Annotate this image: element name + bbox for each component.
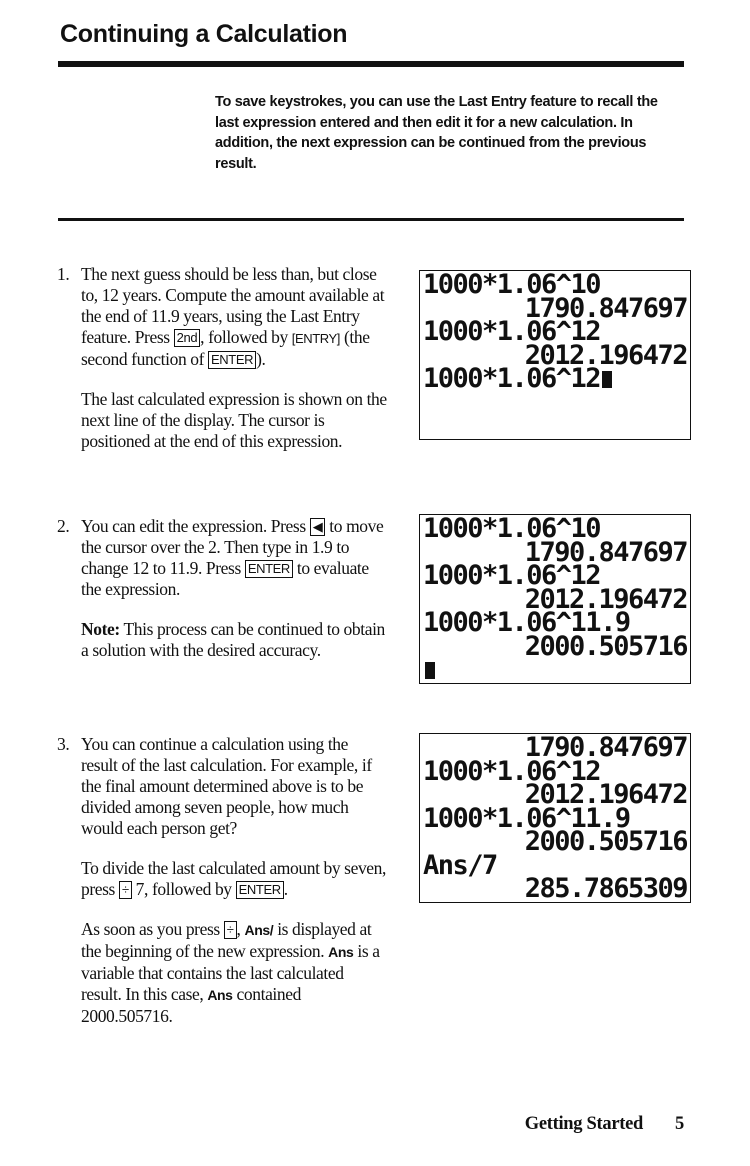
step-2-note: Note: This process can be continued to obtain a solution with the desired accuracy. <box>81 619 385 660</box>
step-3-paragraph-1: You can continue a calculation using the result of the last calculation. For example, if the final amount determined above is to be divided among seven people, how much would each person get? <box>81 734 372 838</box>
calculator-screen-1 <box>419 270 691 440</box>
step-number: 2. <box>57 516 70 536</box>
screen-line-text: 1790.847697 <box>524 733 687 763</box>
cursor-icon <box>425 662 435 679</box>
enter-key: ENTER <box>236 881 284 899</box>
screen-line-text: 2012.196472 <box>524 779 687 810</box>
enter-key: ENTER <box>208 351 256 369</box>
page-footer <box>460 1114 684 1135</box>
step-2-paragraph-1: You can edit the expression. Press ◀ to move the cursor over the 2. Then type in 1.9 to change 12 to 11.9. Press ENTER to evaluate the expression. <box>81 516 384 599</box>
calculator-screen-2 <box>419 514 691 684</box>
screen-line-text: 1790.847697 <box>524 292 687 324</box>
step-1-paragraph-2: The last calculated expression is shown on the next line of the display. The cursor is positioned at the end of this expression. <box>81 389 387 451</box>
screen-line-text: 285.7865309 <box>524 873 687 903</box>
cursor-icon <box>602 371 612 388</box>
screen-line-text: 1000*1.06^11.9 <box>423 802 630 834</box>
screen-line-text: 1000*1.06^10 <box>423 514 601 544</box>
calculator-screen-3 <box>419 733 691 903</box>
step-3 <box>57 734 387 1046</box>
step-3-paragraph-3: As soon as you press ÷ , Ans/ is displayed at the beginning of the new expression. Ans is a variable that contains the last calculated result. In this case, Ans contained 2000.505716. <box>81 919 380 1026</box>
screen-line-text: 1000*1.06^11.9 <box>423 607 630 638</box>
screen-line-text: 1000*1.06^12 <box>423 755 601 787</box>
screen-line-text: 1000*1.06^12 <box>423 560 601 591</box>
step-number: 3. <box>57 734 70 754</box>
step-3-paragraph-2: To divide the last calculated amount by seven, press ÷ 7, followed by ENTER . <box>81 858 386 899</box>
page-title: Continuing a Calculation <box>60 20 348 48</box>
2nd-key: 2nd <box>174 329 201 347</box>
step-2 <box>57 516 387 680</box>
screen-line <box>420 658 690 682</box>
screen-line-text: 2012.196472 <box>524 583 687 615</box>
screen-line-text: 2000.505716 <box>524 630 687 662</box>
step-1-paragraph-1: The next guess should be less than, but close to, 12 years. Compute the amount available at the end of 11.9 years, using the Last Entry feature. Press 2nd , followed by [ENTRY] (the second function of ENTER ). <box>81 264 385 369</box>
step-number: 1. <box>57 264 70 284</box>
enter-key: ENTER <box>245 560 293 578</box>
screen-line <box>420 391 690 415</box>
divide-key-icon: ÷ <box>224 921 237 939</box>
left-arrow-key-icon: ◀ <box>310 518 326 536</box>
footer-section: Getting Started <box>524 1114 644 1134</box>
screen-line-text: 1000*1.06^12 <box>423 316 601 347</box>
screen-line <box>420 873 690 903</box>
divide-key-icon: ÷ <box>119 881 132 899</box>
screen-line-text: Ans/7 <box>423 849 497 881</box>
screen-line-text: 2012.196472 <box>524 339 687 371</box>
screen-line-text: 1790.847697 <box>524 536 687 568</box>
screen-line-text: 2000.505716 <box>524 826 687 857</box>
screen-line <box>420 630 690 662</box>
entry-key: [ENTRY] <box>291 331 341 346</box>
intro-rule <box>58 218 684 221</box>
screen-line-text: 1000*1.06^12 <box>423 363 601 394</box>
intro-text: To save keystrokes, you can use the Last Entry feature to recall the last expression entered and then edit it for a new calculation. In addition, the next expression can be continued from the previous result. <box>215 94 658 172</box>
step-1 <box>57 264 387 471</box>
title-rule <box>58 61 684 67</box>
screen-line-text: 1000*1.06^10 <box>423 270 601 300</box>
page-number: 5 <box>675 1114 684 1134</box>
screen-line <box>420 414 690 438</box>
screen-line <box>420 363 690 394</box>
